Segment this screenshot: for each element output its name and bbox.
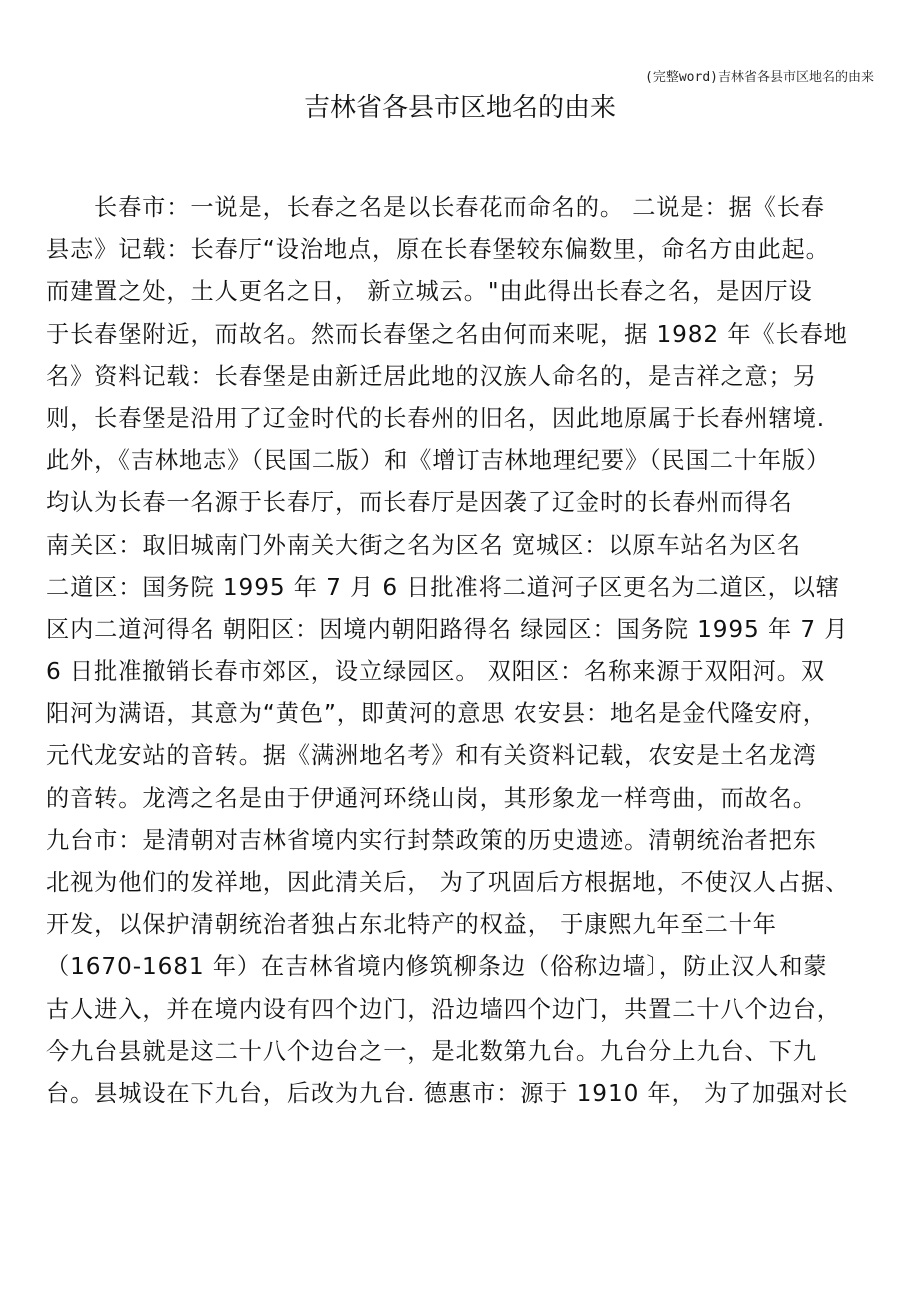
document-title: 吉林省各县市区地名的由来 [303, 93, 616, 123]
text-line: 则，长春堡是沿用了辽金时代的长春州的旧名，因此地原属于长春州辖境. [46, 404, 826, 432]
body-paragraph [46, 187, 882, 1115]
text-line: 北视为他们的发祥地，因此清关后， 为了巩固后方根据地，不使汉人占据、 [46, 869, 850, 896]
text-line: 区内二道河得名 朝阳区：因境内朝阳路得名 绿园区：国务院 1995 年 7 月 [46, 615, 849, 643]
text-line: 名》资料记载：长春堡是由新迁居此地的汉族人命名的，是吉祥之意；另 [46, 362, 817, 390]
text-line: 此外，《吉林地志》（民国二版）和《增订吉林地理纪要》（民国二十年版） [46, 447, 831, 475]
text-line: 台。县城设在下九台，后改为九台. 德惠市：源于 1910 年， 为了加强对长 [46, 1079, 849, 1107]
text-line: 均认为长春一名源于长春厅，而长春厅是因袭了辽金时的长春州而得名 [46, 489, 793, 517]
text-line: 6 日批准撤销长春市郊区，设立绿园区。 双阳区：名称来源于双阳河。双 [46, 658, 825, 686]
text-line: 开发，以保护清朝统治者独占东北特产的权益， 于康熙九年至二十年 [46, 911, 777, 939]
text-line: 古人进入，并在境内设有四个边门，沿边墙四个边门，共置二十八个边台， [46, 995, 841, 1023]
text-line: 于长春堡附近，而故名。然而长春堡之名由何而来呢，据 1982 年《长春地 [46, 320, 848, 348]
text-line: 九台市：是清朝对吉林省境内实行封禁政策的历史遗迹。清朝统治者把东 [46, 826, 817, 854]
text-line: 二道区：国务院 1995 年 7 月 6 日批准将二道河子区更名为二道区，以辖 [46, 573, 840, 601]
text-line: （1670-1681 年）在吉林省境内修筑柳条边（俗称边墙〕，防止汉人和蒙 [46, 953, 828, 981]
text-line: 长春市：一说是，长春之名是以长春花而命名的。 二说是：据《长春 [94, 194, 825, 221]
text-line: 元代龙安站的音转。据《满洲地名考》和有关资料记载，农安是土名龙湾 [46, 742, 817, 770]
text-line: 阳河为满语，其意为“黄色”，即黄河的意思 农安县：地名是金代隆安府， [46, 700, 827, 728]
text-line: 南关区：取旧城南门外南关大街之名为区名 宽城区：以原车站名为区名 [46, 531, 801, 559]
text-line: 的音转。龙湾之名是由于伊通河环绕山岗，其形象龙一样弯曲，而故名。 [46, 784, 817, 812]
running-header: (完整word)吉林省各县市区地名的由来 [645, 70, 874, 85]
text-line: 今九台县就是这二十八个边台之一，是北数第九台。九台分上九台、下九 [46, 1037, 817, 1065]
text-line: 县志》记载：长春厅“设治地点，原在长春堡较东偏数里，命名方由此起。 [46, 236, 830, 264]
text-line: 而建置之处，土人更名之日， 新立城云。"由此得出长春之名，是因厅设 [46, 278, 813, 306]
